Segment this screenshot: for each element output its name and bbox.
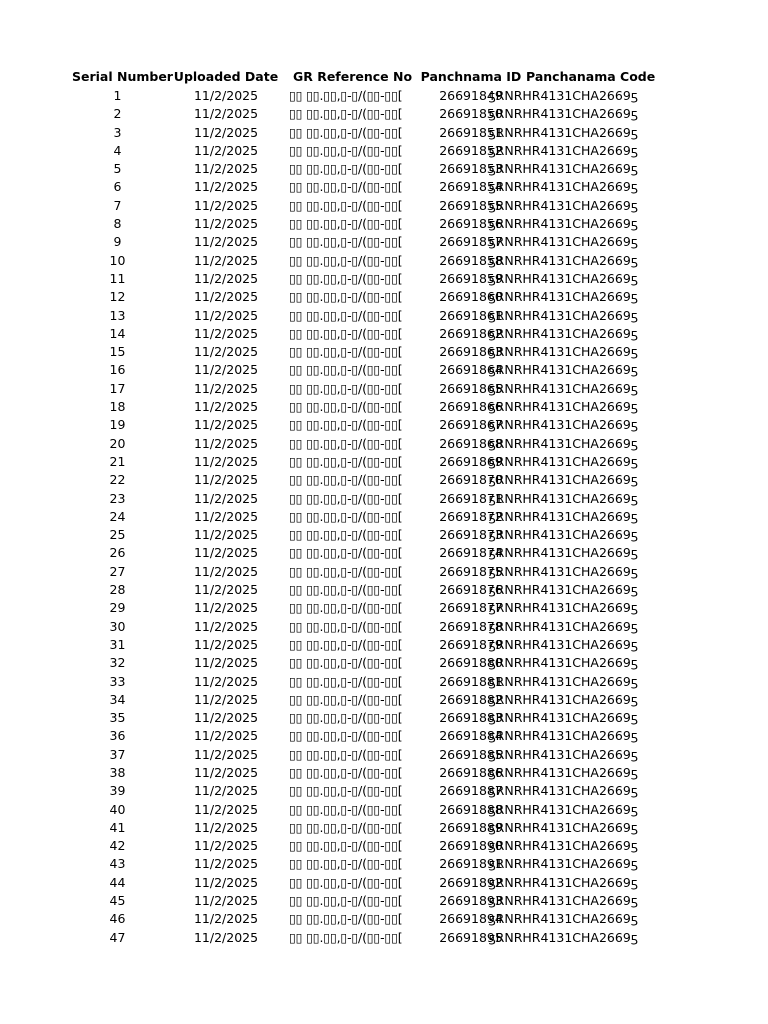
cell-gr-reference-no: ]▯▯-▯▯)/▯-▯,▯▯.▯▯ ▯▯: [289, 545, 403, 561]
cell-panchnama-id: 26691873: [439, 527, 503, 543]
cell-uploaded-date: 11/2/2025: [193, 490, 259, 506]
cell-panchanama-code: ƽRNRHR4131CHA2669ƽ: [488, 710, 638, 726]
cell-panchanama-code: ƽRNRHR4131CHA2669ƽ: [488, 106, 638, 122]
table-row: [72, 874, 638, 892]
cell-uploaded-date: 11/2/2025: [193, 88, 259, 103]
cell-panchanama-code: ƽRNRHR4131CHA2669ƽ: [488, 874, 638, 890]
cell-uploaded-date: 11/2/2025: [193, 856, 259, 872]
cell-gr-reference-no: ]▯▯-▯▯)/▯-▯,▯▯.▯▯ ▯▯: [289, 124, 403, 140]
cell-panchnama-id: 26691879: [439, 636, 503, 652]
cell-uploaded-date: 11/2/2025: [193, 472, 259, 488]
cell-serial-number: 24: [109, 508, 126, 524]
cell-panchanama-code: ƽRNRHR4131CHA2669ƽ: [488, 234, 638, 250]
cell-gr-reference-no: ]▯▯-▯▯)/▯-▯,▯▯.▯▯ ▯▯: [289, 325, 403, 341]
cell-gr-reference-no: ]▯▯-▯▯)/▯-▯,▯▯.▯▯ ▯▯: [289, 764, 403, 780]
cell-uploaded-date: 11/2/2025: [193, 161, 259, 177]
cell-serial-number: 40: [109, 801, 126, 817]
table-row: [72, 855, 638, 873]
cell-panchnama-id: 26691882: [439, 691, 503, 707]
cell-panchnama-id: 26691869: [439, 453, 503, 469]
table-row: [72, 270, 638, 288]
cell-gr-reference-no: ]▯▯-▯▯)/▯-▯,▯▯.▯▯ ▯▯: [289, 728, 403, 744]
cell-serial-number: 5: [113, 161, 122, 177]
cell-uploaded-date: 11/2/2025: [193, 252, 259, 268]
table-row: [72, 636, 638, 654]
cell-gr-reference-no: ]▯▯-▯▯)/▯-▯,▯▯.▯▯ ▯▯: [289, 508, 403, 524]
table-row: [72, 197, 638, 215]
cell-gr-reference-no: ]▯▯-▯▯)/▯-▯,▯▯.▯▯ ▯▯: [289, 197, 403, 213]
cell-panchanama-code: ƽRNRHR4131CHA2669ƽ: [488, 856, 638, 872]
cell-gr-reference-no: ]▯▯-▯▯)/▯-▯,▯▯.▯▯ ▯▯: [289, 252, 403, 268]
cell-panchanama-code: ƽRNRHR4131CHA2669ƽ: [488, 819, 638, 835]
cell-panchanama-code: ƽRNRHR4131CHA2669ƽ: [488, 673, 638, 689]
panchnama-table: [72, 68, 656, 947]
cell-uploaded-date: 11/2/2025: [193, 362, 259, 378]
cell-serial-number: 8: [113, 216, 122, 232]
table-row: [72, 124, 638, 142]
cell-gr-reference-no: ]▯▯-▯▯)/▯-▯,▯▯.▯▯ ▯▯: [289, 88, 403, 103]
cell-panchnama-id: 26691859: [439, 270, 503, 286]
cell-gr-reference-no: ]▯▯-▯▯)/▯-▯,▯▯.▯▯ ▯▯: [289, 417, 403, 433]
cell-uploaded-date: 11/2/2025: [193, 216, 259, 232]
cell-panchanama-code: ƽRNRHR4131CHA2669ƽ: [488, 142, 638, 158]
cell-uploaded-date: 11/2/2025: [193, 600, 259, 616]
cell-uploaded-date: 11/2/2025: [193, 563, 259, 579]
cell-serial-number: 25: [109, 527, 126, 543]
table-row: [72, 691, 638, 709]
cell-uploaded-date: 11/2/2025: [193, 710, 259, 726]
cell-panchanama-code: ƽRNRHR4131CHA2669ƽ: [488, 435, 638, 451]
cell-uploaded-date: 11/2/2025: [193, 874, 259, 890]
cell-serial-number: 45: [109, 893, 126, 909]
cell-panchnama-id: 26691851: [439, 124, 503, 140]
cell-panchanama-code: ƽRNRHR4131CHA2669ƽ: [488, 380, 638, 396]
cell-gr-reference-no: ]▯▯-▯▯)/▯-▯,▯▯.▯▯ ▯▯: [289, 453, 403, 469]
table-row: [72, 673, 638, 691]
table-row: [72, 563, 638, 581]
cell-serial-number: 14: [109, 325, 126, 341]
header-panchnama-id: Panchnama ID: [420, 69, 522, 84]
cell-panchnama-id: 26691892: [439, 874, 503, 890]
header-gr-reference-no: GR Reference No: [292, 69, 413, 84]
table-row: [72, 142, 638, 160]
cell-serial-number: 30: [109, 618, 126, 634]
cell-gr-reference-no: ]▯▯-▯▯)/▯-▯,▯▯.▯▯ ▯▯: [289, 380, 403, 396]
cell-uploaded-date: 11/2/2025: [193, 417, 259, 433]
cell-panchanama-code: ƽRNRHR4131CHA2669ƽ: [488, 289, 638, 305]
cell-panchanama-code: ƽRNRHR4131CHA2669ƽ: [488, 490, 638, 506]
cell-serial-number: 27: [109, 563, 126, 579]
cell-gr-reference-no: ]▯▯-▯▯)/▯-▯,▯▯.▯▯ ▯▯: [289, 563, 403, 579]
cell-panchnama-id: 26691889: [439, 819, 503, 835]
cell-panchnama-id: 26691863: [439, 344, 503, 360]
cell-serial-number: 32: [109, 655, 126, 671]
cell-gr-reference-no: ]▯▯-▯▯)/▯-▯,▯▯.▯▯ ▯▯: [289, 856, 403, 872]
cell-panchnama-id: 26691850: [439, 106, 503, 122]
cell-panchanama-code: ƽRNRHR4131CHA2669ƽ: [488, 893, 638, 909]
cell-panchnama-id: 26691895: [439, 929, 503, 945]
table-row: [72, 87, 638, 105]
cell-uploaded-date: 11/2/2025: [193, 106, 259, 122]
cell-panchanama-code: ƽRNRHR4131CHA2669ƽ: [488, 636, 638, 652]
cell-uploaded-date: 11/2/2025: [193, 325, 259, 341]
cell-gr-reference-no: ]▯▯-▯▯)/▯-▯,▯▯.▯▯ ▯▯: [289, 307, 403, 323]
table-row: [72, 435, 638, 453]
cell-serial-number: 10: [109, 252, 126, 268]
table-row: [72, 544, 638, 562]
table-row: [72, 361, 638, 379]
cell-gr-reference-no: ]▯▯-▯▯)/▯-▯,▯▯.▯▯ ▯▯: [289, 179, 403, 195]
cell-gr-reference-no: ]▯▯-▯▯)/▯-▯,▯▯.▯▯ ▯▯: [289, 106, 403, 122]
cell-uploaded-date: 11/2/2025: [193, 545, 259, 561]
cell-panchanama-code: ƽRNRHR4131CHA2669ƽ: [488, 362, 638, 378]
table-row: [72, 398, 638, 416]
cell-gr-reference-no: ]▯▯-▯▯)/▯-▯,▯▯.▯▯ ▯▯: [289, 710, 403, 726]
cell-uploaded-date: 11/2/2025: [193, 197, 259, 213]
table-row: [72, 380, 638, 398]
cell-serial-number: 33: [109, 673, 126, 689]
table-row: [72, 288, 638, 306]
cell-panchnama-id: 26691883: [439, 710, 503, 726]
table-row: [72, 508, 638, 526]
cell-panchnama-id: 26691862: [439, 325, 503, 341]
cell-gr-reference-no: ]▯▯-▯▯)/▯-▯,▯▯.▯▯ ▯▯: [289, 216, 403, 232]
cell-serial-number: 13: [109, 307, 126, 323]
cell-serial-number: 3: [113, 124, 122, 140]
cell-gr-reference-no: ]▯▯-▯▯)/▯-▯,▯▯.▯▯ ▯▯: [289, 746, 403, 762]
cell-serial-number: 12: [109, 289, 126, 305]
cell-serial-number: 20: [109, 435, 126, 451]
cell-serial-number: 17: [109, 380, 126, 396]
cell-panchanama-code: ƽRNRHR4131CHA2669ƽ: [488, 582, 638, 598]
cell-uploaded-date: 11/2/2025: [193, 270, 259, 286]
cell-serial-number: 9: [113, 234, 122, 250]
cell-gr-reference-no: ]▯▯-▯▯)/▯-▯,▯▯.▯▯ ▯▯: [289, 911, 403, 927]
cell-gr-reference-no: ]▯▯-▯▯)/▯-▯,▯▯.▯▯ ▯▯: [289, 874, 403, 890]
cell-gr-reference-no: ]▯▯-▯▯)/▯-▯,▯▯.▯▯ ▯▯: [289, 673, 403, 689]
cell-panchnama-id: 26691878: [439, 618, 503, 634]
table-row: [72, 782, 638, 800]
cell-gr-reference-no: ]▯▯-▯▯)/▯-▯,▯▯.▯▯ ▯▯: [289, 655, 403, 671]
cell-uploaded-date: 11/2/2025: [193, 655, 259, 671]
cell-panchnama-id: 26691876: [439, 582, 503, 598]
cell-uploaded-date: 11/2/2025: [193, 801, 259, 817]
cell-uploaded-date: 11/2/2025: [193, 582, 259, 598]
cell-gr-reference-no: ]▯▯-▯▯)/▯-▯,▯▯.▯▯ ▯▯: [289, 929, 403, 945]
cell-uploaded-date: 11/2/2025: [193, 728, 259, 744]
cell-serial-number: 29: [109, 600, 126, 616]
cell-panchnama-id: 26691865: [439, 380, 503, 396]
table-row: [72, 325, 638, 343]
cell-panchnama-id: 26691893: [439, 893, 503, 909]
cell-panchanama-code: ƽRNRHR4131CHA2669ƽ: [488, 746, 638, 762]
cell-panchanama-code: ƽRNRHR4131CHA2669ƽ: [488, 325, 638, 341]
table-row: [72, 416, 638, 434]
cell-uploaded-date: 11/2/2025: [193, 234, 259, 250]
cell-panchanama-code: ƽRNRHR4131CHA2669ƽ: [488, 179, 638, 195]
table-row: [72, 764, 638, 782]
table-row: [72, 178, 638, 196]
cell-gr-reference-no: ]▯▯-▯▯)/▯-▯,▯▯.▯▯ ▯▯: [289, 270, 403, 286]
cell-uploaded-date: 11/2/2025: [193, 819, 259, 835]
cell-serial-number: 7: [113, 197, 122, 213]
table-row: [72, 801, 638, 819]
cell-panchnama-id: 26691871: [439, 490, 503, 506]
cell-panchnama-id: 26691858: [439, 252, 503, 268]
cell-uploaded-date: 11/2/2025: [193, 179, 259, 195]
cell-panchnama-id: 26691856: [439, 216, 503, 232]
table-row: [72, 618, 638, 636]
cell-gr-reference-no: ]▯▯-▯▯)/▯-▯,▯▯.▯▯ ▯▯: [289, 636, 403, 652]
table-header: [72, 68, 656, 87]
cell-gr-reference-no: ]▯▯-▯▯)/▯-▯,▯▯.▯▯ ▯▯: [289, 801, 403, 817]
cell-gr-reference-no: ]▯▯-▯▯)/▯-▯,▯▯.▯▯ ▯▯: [289, 582, 403, 598]
cell-gr-reference-no: ]▯▯-▯▯)/▯-▯,▯▯.▯▯ ▯▯: [289, 161, 403, 177]
cell-gr-reference-no: ]▯▯-▯▯)/▯-▯,▯▯.▯▯ ▯▯: [289, 893, 403, 909]
cell-panchanama-code: ƽRNRHR4131CHA2669ƽ: [488, 344, 638, 360]
cell-serial-number: 15: [109, 344, 126, 360]
cell-gr-reference-no: ]▯▯-▯▯)/▯-▯,▯▯.▯▯ ▯▯: [289, 691, 403, 707]
cell-gr-reference-no: ]▯▯-▯▯)/▯-▯,▯▯.▯▯ ▯▯: [289, 289, 403, 305]
cell-panchnama-id: 26691861: [439, 307, 503, 323]
cell-uploaded-date: 11/2/2025: [193, 435, 259, 451]
cell-uploaded-date: 11/2/2025: [193, 746, 259, 762]
cell-gr-reference-no: ]▯▯-▯▯)/▯-▯,▯▯.▯▯ ▯▯: [289, 600, 403, 616]
cell-panchnama-id: 26691870: [439, 472, 503, 488]
cell-serial-number: 4: [113, 142, 122, 158]
cell-panchanama-code: ƽRNRHR4131CHA2669ƽ: [488, 691, 638, 707]
cell-panchnama-id: 26691881: [439, 673, 503, 689]
cell-uploaded-date: 11/2/2025: [193, 636, 259, 652]
cell-panchnama-id: 26691877: [439, 600, 503, 616]
cell-panchanama-code: ƽRNRHR4131CHA2669ƽ: [488, 453, 638, 469]
cell-serial-number: 21: [109, 453, 126, 469]
table-row: [72, 471, 638, 489]
cell-panchnama-id: 26691857: [439, 234, 503, 250]
cell-panchanama-code: ƽRNRHR4131CHA2669ƽ: [488, 124, 638, 140]
table-row: [72, 837, 638, 855]
cell-panchanama-code: ƽRNRHR4131CHA2669ƽ: [488, 216, 638, 232]
cell-serial-number: 2: [113, 106, 122, 122]
cell-gr-reference-no: ]▯▯-▯▯)/▯-▯,▯▯.▯▯ ▯▯: [289, 142, 403, 158]
cell-serial-number: 38: [109, 764, 126, 780]
cell-serial-number: 16: [109, 362, 126, 378]
table-row: [72, 581, 638, 599]
cell-panchanama-code: ƽRNRHR4131CHA2669ƽ: [488, 508, 638, 524]
cell-serial-number: 39: [109, 783, 126, 799]
cell-panchnama-id: 26691888: [439, 801, 503, 817]
cell-serial-number: 43: [109, 856, 126, 872]
table-row: [72, 233, 638, 251]
cell-gr-reference-no: ]▯▯-▯▯)/▯-▯,▯▯.▯▯ ▯▯: [289, 819, 403, 835]
table-row: [72, 343, 638, 361]
cell-panchnama-id: 26691884: [439, 728, 503, 744]
cell-panchnama-id: 26691874: [439, 545, 503, 561]
cell-serial-number: 26: [109, 545, 126, 561]
cell-serial-number: 22: [109, 472, 126, 488]
cell-panchnama-id: 26691887: [439, 783, 503, 799]
cell-panchanama-code: ƽRNRHR4131CHA2669ƽ: [488, 417, 638, 433]
cell-uploaded-date: 11/2/2025: [193, 344, 259, 360]
cell-panchnama-id: 26691866: [439, 399, 503, 415]
cell-serial-number: 1: [113, 88, 122, 103]
table-row: [72, 599, 638, 617]
cell-panchanama-code: ƽRNRHR4131CHA2669ƽ: [488, 838, 638, 854]
table-row: [72, 929, 638, 947]
table-row: [72, 490, 638, 508]
cell-gr-reference-no: ]▯▯-▯▯)/▯-▯,▯▯.▯▯ ▯▯: [289, 362, 403, 378]
cell-serial-number: 28: [109, 582, 126, 598]
cell-gr-reference-no: ]▯▯-▯▯)/▯-▯,▯▯.▯▯ ▯▯: [289, 435, 403, 451]
table-row: [72, 892, 638, 910]
cell-uploaded-date: 11/2/2025: [193, 691, 259, 707]
table-row: [72, 160, 638, 178]
cell-uploaded-date: 11/2/2025: [193, 399, 259, 415]
header-row: [72, 68, 638, 87]
cell-panchnama-id: 26691885: [439, 746, 503, 762]
cell-panchnama-id: 26691864: [439, 362, 503, 378]
cell-panchanama-code: ƽRNRHR4131CHA2669ƽ: [488, 929, 638, 945]
cell-gr-reference-no: ]▯▯-▯▯)/▯-▯,▯▯.▯▯ ▯▯: [289, 399, 403, 415]
cell-uploaded-date: 11/2/2025: [193, 893, 259, 909]
cell-gr-reference-no: ]▯▯-▯▯)/▯-▯,▯▯.▯▯ ▯▯: [289, 618, 403, 634]
header-serial-number: Serial Number: [72, 69, 173, 84]
cell-serial-number: 44: [109, 874, 126, 890]
cell-gr-reference-no: ]▯▯-▯▯)/▯-▯,▯▯.▯▯ ▯▯: [289, 838, 403, 854]
cell-panchanama-code: ƽRNRHR4131CHA2669ƽ: [488, 655, 638, 671]
cell-panchanama-code: ƽRNRHR4131CHA2669ƽ: [488, 252, 638, 268]
cell-panchnama-id: 26691852: [439, 142, 503, 158]
cell-serial-number: 36: [109, 728, 126, 744]
table-row: [72, 307, 638, 325]
table-row: [72, 709, 638, 727]
table-row: [72, 746, 638, 764]
cell-panchanama-code: ƽRNRHR4131CHA2669ƽ: [488, 618, 638, 634]
cell-panchanama-code: ƽRNRHR4131CHA2669ƽ: [488, 545, 638, 561]
cell-serial-number: 18: [109, 399, 126, 415]
cell-serial-number: 41: [109, 819, 126, 835]
header-panchanama-code: Panchanama Code: [526, 69, 656, 84]
cell-panchnama-id: 26691867: [439, 417, 503, 433]
cell-uploaded-date: 11/2/2025: [193, 911, 259, 927]
cell-panchanama-code: ƽRNRHR4131CHA2669ƽ: [488, 563, 638, 579]
table-row: [72, 453, 638, 471]
cell-panchnama-id: 26691880: [439, 655, 503, 671]
cell-uploaded-date: 11/2/2025: [193, 838, 259, 854]
cell-panchnama-id: 26691872: [439, 508, 503, 524]
cell-panchnama-id: 26691849: [439, 88, 503, 103]
cell-uploaded-date: 11/2/2025: [193, 124, 259, 140]
cell-panchanama-code: ƽRNRHR4131CHA2669ƽ: [488, 801, 638, 817]
cell-panchnama-id: 26691853: [439, 161, 503, 177]
cell-panchanama-code: ƽRNRHR4131CHA2669ƽ: [488, 472, 638, 488]
cell-panchanama-code: ƽRNRHR4131CHA2669ƽ: [488, 728, 638, 744]
cell-uploaded-date: 11/2/2025: [193, 453, 259, 469]
cell-panchanama-code: ƽRNRHR4131CHA2669ƽ: [488, 307, 638, 323]
cell-gr-reference-no: ]▯▯-▯▯)/▯-▯,▯▯.▯▯ ▯▯: [289, 344, 403, 360]
cell-gr-reference-no: ]▯▯-▯▯)/▯-▯,▯▯.▯▯ ▯▯: [289, 783, 403, 799]
cell-serial-number: 37: [109, 746, 126, 762]
cell-panchanama-code: ƽRNRHR4131CHA2669ƽ: [488, 783, 638, 799]
cell-serial-number: 46: [109, 911, 126, 927]
cell-serial-number: 42: [109, 838, 126, 854]
cell-uploaded-date: 11/2/2025: [193, 764, 259, 780]
cell-gr-reference-no: ]▯▯-▯▯)/▯-▯,▯▯.▯▯ ▯▯: [289, 234, 403, 250]
cell-gr-reference-no: ]▯▯-▯▯)/▯-▯,▯▯.▯▯ ▯▯: [289, 472, 403, 488]
cell-serial-number: 47: [109, 929, 126, 945]
cell-panchnama-id: 26691890: [439, 838, 503, 854]
cell-panchanama-code: ƽRNRHR4131CHA2669ƽ: [488, 161, 638, 177]
cell-serial-number: 31: [109, 636, 126, 652]
cell-panchanama-code: ƽRNRHR4131CHA2669ƽ: [488, 399, 638, 415]
cell-panchnama-id: 26691894: [439, 911, 503, 927]
table-body: [72, 87, 638, 947]
cell-serial-number: 23: [109, 490, 126, 506]
cell-uploaded-date: 11/2/2025: [193, 929, 259, 945]
table-row: [72, 526, 638, 544]
cell-panchnama-id: 26691891: [439, 856, 503, 872]
cell-panchanama-code: ƽRNRHR4131CHA2669ƽ: [488, 527, 638, 543]
cell-uploaded-date: 11/2/2025: [193, 289, 259, 305]
cell-gr-reference-no: ]▯▯-▯▯)/▯-▯,▯▯.▯▯ ▯▯: [289, 527, 403, 543]
cell-uploaded-date: 11/2/2025: [193, 673, 259, 689]
spreadsheet-page: [72, 68, 656, 947]
cell-serial-number: 34: [109, 691, 126, 707]
table-row: [72, 910, 638, 928]
cell-uploaded-date: 11/2/2025: [193, 380, 259, 396]
cell-uploaded-date: 11/2/2025: [193, 307, 259, 323]
cell-uploaded-date: 11/2/2025: [193, 618, 259, 634]
header-uploaded-date: Uploaded Date: [173, 69, 279, 84]
table-row: [72, 252, 638, 270]
cell-panchnama-id: 26691875: [439, 563, 503, 579]
table-row: [72, 105, 638, 123]
cell-panchnama-id: 26691855: [439, 197, 503, 213]
cell-panchanama-code: ƽRNRHR4131CHA2669ƽ: [488, 88, 638, 103]
cell-uploaded-date: 11/2/2025: [193, 783, 259, 799]
cell-serial-number: 11: [109, 270, 126, 286]
table-row: [72, 215, 638, 233]
cell-uploaded-date: 11/2/2025: [193, 508, 259, 524]
cell-panchanama-code: ƽRNRHR4131CHA2669ƽ: [488, 600, 638, 616]
cell-panchanama-code: ƽRNRHR4131CHA2669ƽ: [488, 197, 638, 213]
table-row: [72, 727, 638, 745]
cell-panchanama-code: ƽRNRHR4131CHA2669ƽ: [488, 270, 638, 286]
cell-uploaded-date: 11/2/2025: [193, 142, 259, 158]
cell-serial-number: 6: [113, 179, 122, 195]
cell-gr-reference-no: ]▯▯-▯▯)/▯-▯,▯▯.▯▯ ▯▯: [289, 490, 403, 506]
cell-panchnama-id: 26691860: [439, 289, 503, 305]
cell-panchnama-id: 26691868: [439, 435, 503, 451]
cell-serial-number: 19: [109, 417, 126, 433]
table-row: [72, 654, 638, 672]
cell-panchnama-id: 26691854: [439, 179, 503, 195]
table-row: [72, 819, 638, 837]
cell-panchanama-code: ƽRNRHR4131CHA2669ƽ: [488, 764, 638, 780]
cell-panchnama-id: 26691886: [439, 764, 503, 780]
cell-panchanama-code: ƽRNRHR4131CHA2669ƽ: [488, 911, 638, 927]
cell-uploaded-date: 11/2/2025: [193, 527, 259, 543]
cell-serial-number: 35: [109, 710, 126, 726]
